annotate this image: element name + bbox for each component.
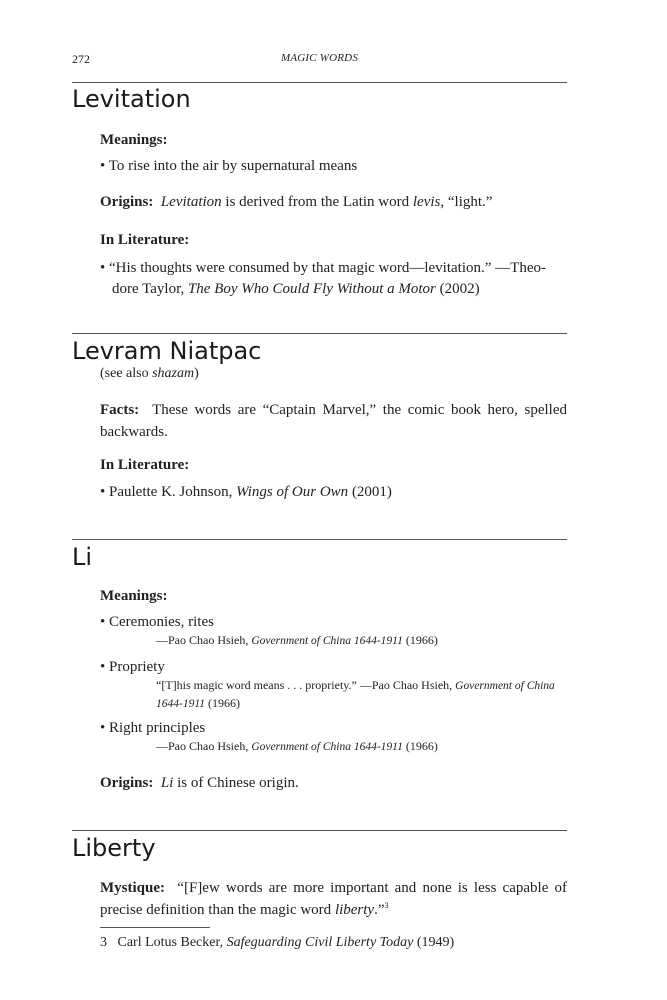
origins-label: Origins: <box>100 194 154 210</box>
footnote-year: (1949) <box>413 935 455 950</box>
page-number: 272 <box>72 52 90 66</box>
citation-title: Government of China 1644-1911 <box>251 635 403 647</box>
meaning-citation <box>156 632 567 650</box>
literature-title: Wings of Our Own <box>236 484 349 500</box>
literature-item <box>100 258 567 300</box>
section-rule <box>72 830 567 831</box>
literature-year: (2001) <box>348 484 392 500</box>
literature-year: (2002) <box>435 281 480 297</box>
citation-year: (1966) <box>204 696 240 710</box>
literature-label: In Literature: <box>100 232 190 248</box>
see-also <box>100 366 199 382</box>
section-rule <box>72 539 567 540</box>
origins-text-end: , “light.” <box>440 194 493 210</box>
citation-prefix: “[T]his magic word means . . . propriety.” —Pao Chao Hsieh, <box>156 678 456 692</box>
origins-label: Origins: <box>100 775 154 791</box>
meaning-item: • Right principles <box>100 720 206 736</box>
origins-line <box>100 194 492 211</box>
see-also-prefix: (see also <box>100 366 153 381</box>
entry-heading-levitation: Levitation <box>72 85 191 113</box>
meaning-item: • To rise into the air by supernatural means <box>100 158 358 174</box>
origins-word: Li <box>160 775 174 791</box>
citation-title: Government of China 1644-1911 <box>156 680 555 710</box>
see-also-link: shazam <box>152 366 195 381</box>
origins-latin: levis <box>412 194 441 210</box>
entry-heading-levram-niatpac: Levram Niatpac <box>72 337 262 365</box>
citation-prefix: —Pao Chao Hsieh, <box>156 739 252 753</box>
literature-quote: • “His thoughts were consumed by that magic word—levitation.” —Theo-dore Taylor, <box>100 260 546 297</box>
literature-item <box>100 484 392 501</box>
footnote-marker[interactable]: 3 <box>384 901 389 910</box>
section-rule <box>72 82 567 83</box>
footnote-number: 3 <box>100 935 107 950</box>
facts-label: Facts: <box>100 402 140 418</box>
section-rule <box>72 333 567 334</box>
citation-prefix: —Pao Chao Hsieh, <box>156 633 252 647</box>
see-also-suffix: ) <box>194 366 199 381</box>
meanings-label: Meanings: <box>100 132 168 148</box>
running-title: MAGIC WORDS <box>280 52 359 64</box>
running-head <box>72 52 567 70</box>
footnote-author: Carl Lotus Becker, <box>117 935 227 950</box>
meaning-citation <box>156 738 567 756</box>
entry-heading-li: Li <box>72 543 93 571</box>
footnote <box>100 935 454 951</box>
meanings-label: Meanings: <box>100 588 168 604</box>
citation-title: Government of China 1644-1911 <box>251 741 403 753</box>
origins-text: is derived from the Latin word <box>221 194 413 210</box>
mystique-label: Mystique: <box>100 880 165 896</box>
citation-year: (1966) <box>402 633 438 647</box>
footnote-rule <box>100 927 210 928</box>
literature-author: • Paulette K. Johnson, <box>100 484 237 500</box>
meaning-citation <box>156 677 567 713</box>
meaning-item: • Ceremonies, rites <box>100 614 214 630</box>
facts-text: These words are “Captain Marvel,” the comic book hero, spelled backwards. <box>100 402 567 440</box>
citation-year: (1966) <box>402 739 438 753</box>
footnote-title: Safeguarding Civil Liberty Today <box>226 935 414 950</box>
facts-paragraph <box>100 399 567 443</box>
mystique-end: .” <box>374 902 385 918</box>
mystique-paragraph <box>100 877 567 921</box>
meaning-item: • Propriety <box>100 659 165 675</box>
mystique-text: “[F]ew words are more important and none is less capable of precise definition than the magic word <box>100 880 567 918</box>
origins-text: is of Chinese origin. <box>173 775 299 791</box>
literature-title: The Boy Who Could Fly Without a Motor <box>187 281 436 297</box>
entry-heading-liberty: Liberty <box>72 834 156 862</box>
origins-line <box>100 775 299 792</box>
origins-word: Levitation <box>160 194 222 210</box>
mystique-word: liberty <box>334 902 375 918</box>
literature-label: In Literature: <box>100 457 190 473</box>
